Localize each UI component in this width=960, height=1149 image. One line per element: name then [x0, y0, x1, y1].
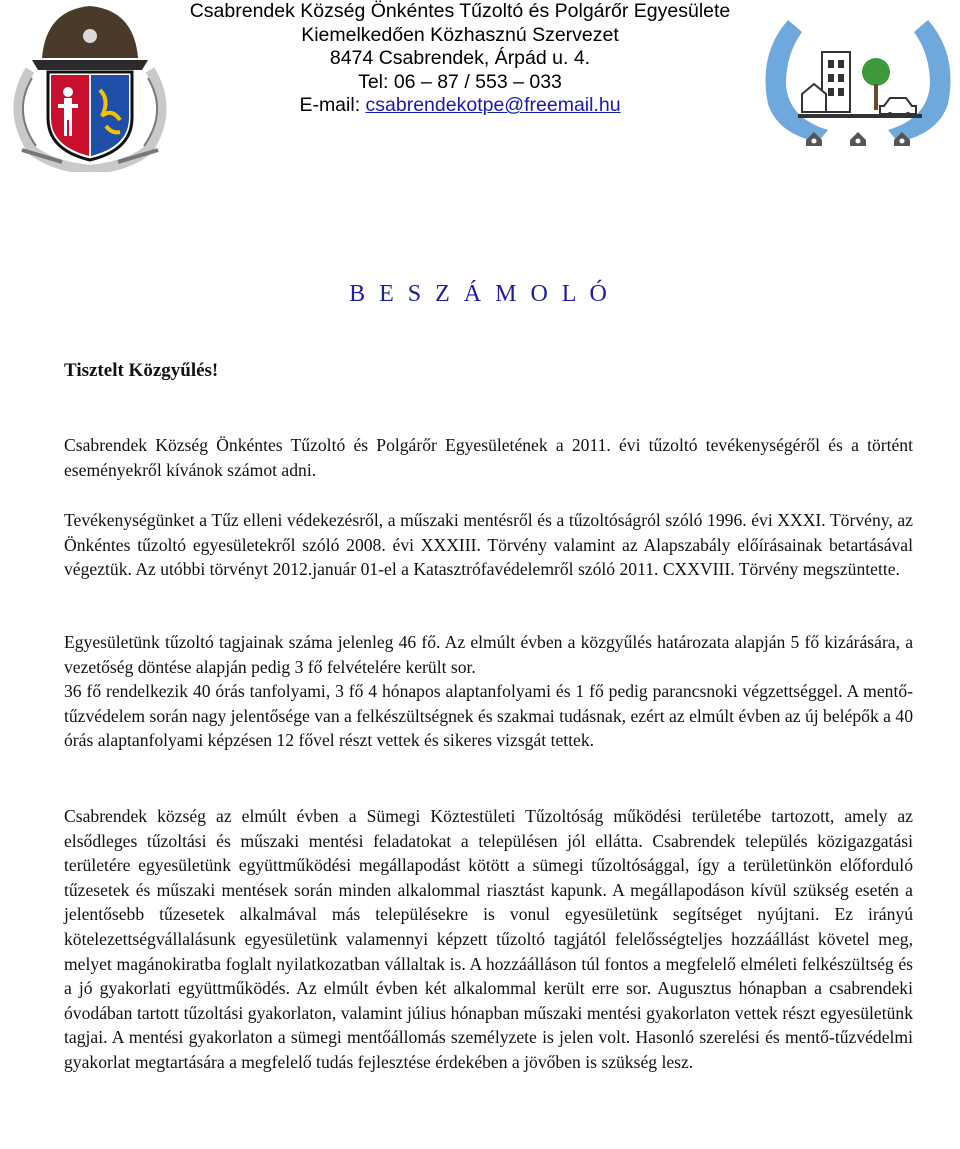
org-email-line — [180, 94, 740, 118]
paragraph: 36 fő rendelkezik 40 órás tanfolyami, 3 fő 4 hónapos alaptanfolyami és 1 fő pedig parancsnoki végzettséggel. A mentő-tűzvédelem során nagy jelentősége van a felkészültségnek és szakmai tudásnak, ezért az elmúlt évben az új belépők a 40 órás alaptanfolyami képzésen 12 fővel részt vettek és sikeres vizsgát tettek. — [64, 681, 913, 751]
salutation: Tisztelt Közgyűlés! — [64, 360, 219, 381]
email-label: E-mail: — [299, 94, 366, 117]
paragraph-intro — [64, 433, 913, 482]
org-address: 8474 Csabrendek, Árpád u. 4. — [329, 47, 591, 70]
civil-guard-logo — [758, 14, 958, 146]
organization-info — [180, 0, 740, 118]
org-status: Kiemelkedően Közhasznú Szervezet — [301, 23, 619, 46]
fire-brigade-crest-logo — [2, 0, 178, 172]
letterhead — [0, 0, 960, 175]
paragraph-membership — [64, 630, 913, 753]
org-phone: Tel: 06 – 87 / 553 – 033 — [358, 70, 562, 93]
paragraph: Csabrendek Község Önkéntes Tűzoltó és Polgárőr Egyesületének a 2011. évi tűzoltó tevékenységéről és a történt eseményekről kívánok számot adni. — [64, 435, 913, 480]
email-link[interactable]: csabrendekotpe@freemail.hu — [365, 94, 621, 117]
org-name: Csabrendek Község Önkéntes Tűzoltó és Polgárőr Egyesülete — [189, 0, 731, 22]
paragraph: Egyesületünk tűzoltó tagjainak száma jelenleg 46 fő. Az elmúlt évben a közgyűlés határozata alapján 5 fő kizárására, a vezetőség döntése alapján pedig 3 fő felvételére került sor. — [64, 632, 913, 677]
paragraph: Csabrendek község az elmúlt évben a Sümegi Köztestületi Tűzoltóság működési területébe tartozott, amely az elsődleges tűzoltási és műszaki mentési feladatokat a településen jól ellátta. Csabrendek település közigazgatási területére egyesületünk együttműködési megállapodást kötött a sümegi tűzoltósággal, így a területünkön előforduló tűzesetek és műszaki mentések során minden alkalommal riasztást kapunk. A megállapodáson kívül szükség esetén a jelentősebb tűzesetek alkalmával más településekre is vonul egyesületünk segítséget nyújtani. Ez irányú kötelezettségvállalásunk egyesületünk valamennyi képzett tűzoltó tagjától felelősségteljes hozzáállást követel meg, melyet magánokiratba foglalt nyilatkozatban vállaltak is. A hozzáállás‌on túl fontos a megfelelő elméleti felkészültség és a jó gyakorlati együttműködés. Az elmúlt évben két alkalommal került erre sor. Augusztus hónapban a csabrendeki óvodában tartott tűzoltási gyakorlaton, valamint július hónapban műszaki mentési gyakorlaton vettek részt egyesületünk tagjai. A mentési gyakorlaton a sümegi mentőállomás személyzete is jelen volt. Hasonló szerelési és mentő-tűzvédelmi gyakorlat megtartására a megfelelő tudás fejlesztése érdekében a jövőben is szükség lesz. — [64, 806, 913, 1072]
paragraph-operations — [64, 804, 913, 1075]
document-title: B E S Z Á M O L Ó — [349, 281, 611, 307]
paragraph-legal-basis — [64, 508, 913, 582]
paragraph: Tevékenységünket a Tűz elleni védekezésről, a műszaki mentésről és a tűzoltóságról szóló 1996. évi XXXI. Törvény, az Önkéntes tűzoltó egyesületekről szóló 2008. évi XXXIII. Törvény valamint az Alapszabály előírásainak betartásával végeztük. Az utóbbi törvényt 2012.január 01-el a Katasztrófavédelemről szóló 2011. CXXVIII. Törvény megszüntette. — [64, 510, 913, 580]
